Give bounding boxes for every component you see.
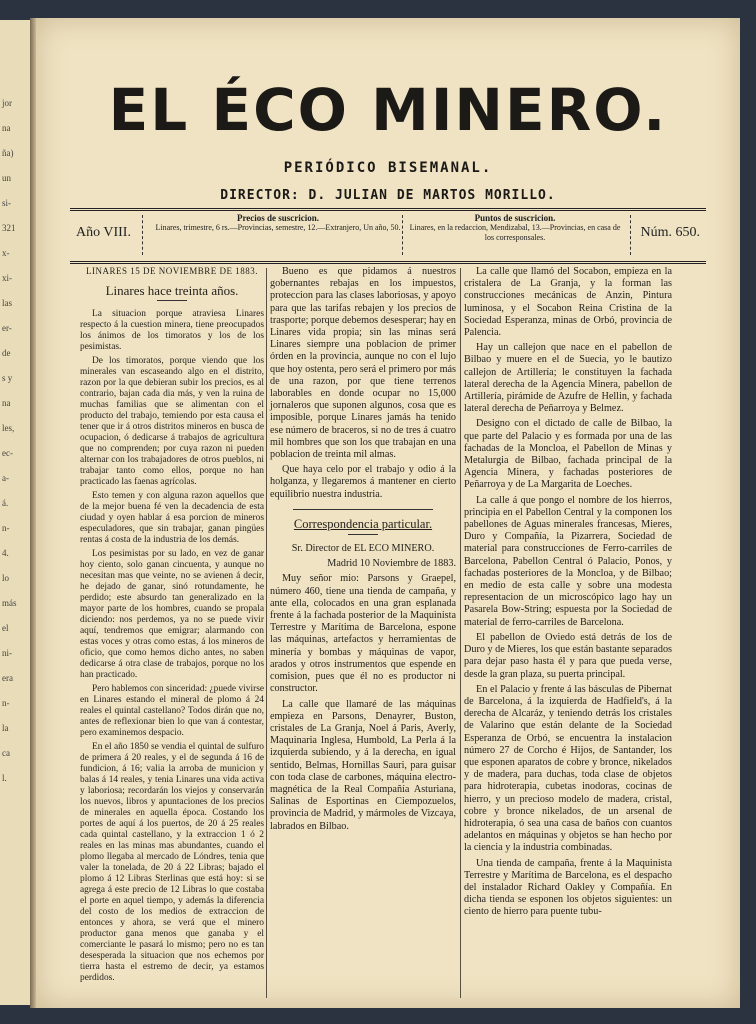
- adjacent-page-fragment: [0, 20, 31, 1005]
- left-page-fragment: xi-: [2, 273, 12, 283]
- left-page-fragment: n-: [2, 698, 10, 708]
- left-page-fragment: más: [2, 598, 17, 608]
- left-page-fragment: ec-: [2, 448, 13, 458]
- prices-text: Linares, trimestre, 6 rs.—Provincias, semestre, 12.—Extranjero, Un año, 50.: [155, 223, 401, 232]
- newspaper-page: [36, 18, 740, 1008]
- correspondence-title: Correspondencia particular.: [293, 516, 433, 531]
- left-page-fragment: ña): [2, 148, 14, 158]
- left-page-fragment: era: [2, 673, 13, 683]
- paragraph: Pero hablemos con sinceridad: ¿puede vivirse en Linares estando el mineral de plomo á 24 reales el quintal castellano? Todos dirán que no, antes de reflexionar bien lo que van á contestar, pero examinemos despacio.: [80, 684, 264, 738]
- column-3: [464, 266, 672, 922]
- masthead-subtitle: PERIÓDICO BISEMANAL.: [283, 160, 493, 176]
- paragraph: Bueno es que pidamos á nuestros gobernantes rebajas en los impuestos, proteccion para las clases laboriosas, y apoyo para que las tarifas rebajen y los precios de trasporte; porque debemos desesperar; hay en Linares vida propia; sin las minas será Linares siempre una poblacion de primer órden en la provincia, aunque no con el lujo que hoy ostenta, pero será el primero por más de una razon, por que tiene terrenos laborables en donde ocupar no 15,000 jornaleros que suponen algunos, cosa que es imposible, porque Linares jamás ha tenido ese número de braceros, si no de tres á cuatro mil hombres que son los que trabajan en una poblacion de treinta mil almas.: [270, 266, 456, 461]
- left-page-fragment: na: [2, 398, 11, 408]
- dateline: LINARES 15 DE NOVIEMBRE DE 1883.: [86, 266, 258, 276]
- prices-heading: Precios de suscricion.: [236, 213, 320, 223]
- paragraph: La calle que llamaré de las máquinas empieza en Parsons, Denayrer, Buston, cristales de La Granja, Noel á Paris, Averly, Maquinaria Inglesa, Humbold, La Perla á la izquierda subiendo, y á la derecha, en igual sentido, Belmas, Hornillas Sauri, para guisar con toda clase de carbones, máquina electro-magnética de la Real Compañía Asturiana, Salinas de Esportinas en Ciempozuelos, provincia de Madrid, y mármoles de Vizcaya, labrados en Bilbao.: [270, 698, 456, 832]
- info-bar: [70, 208, 706, 264]
- left-page-fragment: x-: [2, 248, 10, 258]
- left-page-fragment: la: [2, 723, 9, 733]
- article-title: Linares hace treinta años.: [105, 283, 239, 298]
- column-2: [270, 266, 456, 836]
- left-page-fragment: si-: [2, 198, 11, 208]
- left-page-fragment: lo: [2, 573, 10, 583]
- left-page-fragment: na: [2, 123, 11, 133]
- left-page-fragment: s y: [2, 373, 13, 383]
- correspondence-date: Madrid 10 Noviembre de 1883.: [327, 558, 456, 570]
- paragraph: Esto temen y con alguna razon aquellos que de la mejor buena fé ven la decadencia de esta ciudad y oyen hablar á esa porcion de mineros especuladores, que sin trabajar, ganan pingües rentas á costa de la industria de los demás.: [80, 491, 264, 545]
- issue-number: Núm. 650.: [640, 225, 700, 240]
- paragraph: Los pesimistas por su lado, en vez de ganar hoy ciento, solo ganan cincuenta, y aunque no necesitan mas que veinte, no se avienen á decir, he dejado de ganar, sinó rotundamente, he perdido; este absurdo tan generalizado en la mayor parte de los hombres, cuando se propala diciendo: nos perdemos, ya no se puede vivir aquí, tendremos que emigrar; alarmando con estas voces y otras como estas, á los mineros de oficio, que como hemos dicho antes, no saben dedicarse á otra clase de trabajos, porque no los han practicado.: [80, 549, 264, 680]
- paragraph: Hay un callejon que nace en el pabellon de Bilbao y muere en el de Suecia, yo le bautizo callejon de Artillería; le constituyen la fachada lateral derecha de la Agencia Minera, pabellon de Artillería, pirámide de Azufre de Hellin, y fachada lateral derecha de Peñarroya y Belmez.: [464, 342, 672, 415]
- issue-year: Año VIII.: [76, 225, 131, 240]
- left-page-fragment: un: [2, 173, 11, 183]
- left-page-fragment: a-: [2, 473, 9, 483]
- paragraph: En el año 1850 se vendia el quintal de sulfuro de primera á 20 reales, y el de segunda á 16 de fundicion, á 16; valia la arroba de municion y balas á 14 reales, y tenia Linares una vida activa y laboriosa; recordarán los viejos y conservarán los nuevos, libros y apuntaciones de los precios de minerales en aquella época. Costando los portes de aquí á los puertos, de 20 á 25 reales cada quintal castellano, y la extraccion 1 ó 2 reales en las minas mas abundantes, cuando el plomo llegaba al mercado de Lóndres, tenia que valer la tonelada, de 20 á 22 Libras; bajado el plomo á 12 Libras Sterlinas que está hoy: si se agrega á este precio de 12 Libras lo que costaba el porte en aquel tiempo, y además la diferencia del costo de los medios de extraccion de entonces y ahora, se verá que el minero productor gana menos que ganaba y el comerciante le pasará lo mismo; pero no es tan desesperada la situacion que nos echemos por tierra hasta el estremo de decir, ya estamos perdidos.: [80, 742, 264, 983]
- left-page-fragment: jor: [2, 98, 12, 108]
- left-page-fragment: les,: [2, 423, 15, 433]
- correspondence-salutation: Sr. Director de EL ECO MINERO.: [291, 543, 435, 555]
- paragraph: En el Palacio y frente á las básculas de Pibernat de Barcelona, á la izquierda de Hadfield's, á la derecha de Alcaráz, y teniendo detrás los cristales de Valarino que están delante de la Sociedad Esperanza de Orbó, se encuentra la instalacion número 27 de Corcho é Hijos, de Santander, los que esponen aparatos de cobre y bronce, nikelados y de madera, para duchas, toda clase de objetos para hidroterapia, cubetas inodoras, cocinas de hierro, y un precioso modelo de madera, cristal, cobre y bronce nikelados, de un arsenal de hidroterapia, ó sea una casa de baños con cuantos adelantos en máquinas y objetos se han hecho por la ciencia y la industria combinadas.: [464, 683, 672, 854]
- left-page-fragment: á.: [2, 498, 9, 508]
- left-page-fragment: er-: [2, 323, 12, 333]
- paragraph: Que haya celo por el trabajo y odio á la holganza, y llegaremos á mantener en cierto equilibrio nuestra industria.: [270, 464, 456, 500]
- paragraph: Una tienda de campaña, frente á la Maquinista Terrestre y Marítima de Barcelona, es el despacho del instalador Richard Oakley y Compañía. En dicha tienda se esponen los objetos siguientes: un ciento de hierro para puente tubu-: [464, 857, 672, 918]
- left-page-fragment: 321: [2, 223, 16, 233]
- left-page-fragment: el: [2, 623, 9, 633]
- paragraph: Designo con el dictado de calle de Bilbao, la que parte del Palacio y es formada por una de las fachadas de la Moncloa, el Pabellon de Minas y Metalurgia de Bilbao, fachada principal de la Agencia Minera, y fachadas posteriores de Peñarroya y de La Margarita de Loeches.: [464, 418, 672, 491]
- left-page-fragment: de: [2, 348, 11, 358]
- left-page-fragment: 4.: [2, 548, 9, 558]
- paragraph: De los timoratos, porque viendo que los minerales van escaseando algo en el distrito, razon por la que debieran subir los precios, es al contrario, bajan cada dia más, y ven la ruina de muchas familias que se alimentan con el producto del trabajo, temiendo por esta causa el tener que ir á otros distritos mineros en busca de ocupacion, ó dedicarse á trabajos de agricultura que no comprenden; por cuya razon ni pueden alternar con los trabajadores de otros pueblos, ni trabajar tanto como ellos, porque no han practicado las faenas agrícolas.: [80, 356, 264, 487]
- paragraph: La calle á que pongo el nombre de los hierros, principia en el Pabellon Central y la componen los pabellones de Aguas minerales francesas, Mieres, Duro y Compañía, la Pizarrera, Sociedad de material para construcciones de Ferro-carriles de Barcelona, Pabellon Central ó Palacio, Ponos, y fachadas posteriores de la Moncloa, y de Bilbao; en medio de esta calle y sobre una modesta representacion de un microscópico lago hay un Pasarela Bow-String; espuesta por la Sociedad de material de ferro-carriles de Barcelona.: [464, 494, 672, 628]
- left-page-fragment: ni-: [2, 648, 12, 658]
- masthead-title: EL ÉCO MINERO.: [108, 76, 668, 144]
- left-page-fragment: ca: [2, 748, 10, 758]
- points-heading: Puntos de suscricion.: [474, 213, 556, 223]
- paragraph: La calle que llamó del Socabon, empieza en la cristalera de La Granja, y la forman las construcciones mecánicas de Anzin, Pintura luminosa, y el Socabon Reina Cristina de la Sociedad Esperanza, minas de Orbó, provincia de Palencia.: [464, 266, 672, 339]
- column-1: [80, 266, 264, 987]
- subscription-points: [404, 213, 626, 243]
- masthead-director: DIRECTOR: D. JULIAN DE MARTOS MORILLO.: [220, 188, 556, 203]
- paragraph: Muy señor mio: Parsons y Graepel, número 460, tiene una tienda de campaña, y ante ella, colocados en una gran esplanada frente á la fachada posterior de la Maquinista Terrestre y Marítima de Barcelona, espone las máquinas, artefactos y herramientas de minería y bombas y máquinas de vapor, arados y otros instrumentos que espende en comision, pues que él no es productor ni constructor.: [270, 573, 456, 695]
- left-page-fragment: las: [2, 298, 12, 308]
- paragraph: La situacion porque atraviesa Linares respecto á la cuestion minera, tiene preocupados los ánimos de los timoratos y los de los pesimistas.: [80, 309, 264, 352]
- paragraph: El pabellon de Oviedo está detrás de los de Duro y de Mieres, los que están bastante separados para dejar paso hasta él y para que pueda verse, desde la gran plaza, su puerta principal.: [464, 631, 672, 680]
- points-text: Linares, en la redaccion, Mendizabal, 13.—Provincias, en casa de los corresponsales.: [409, 223, 621, 242]
- subscription-prices: [150, 213, 406, 233]
- left-page-fragment: n-: [2, 523, 10, 533]
- left-page-fragment: l.: [2, 773, 7, 783]
